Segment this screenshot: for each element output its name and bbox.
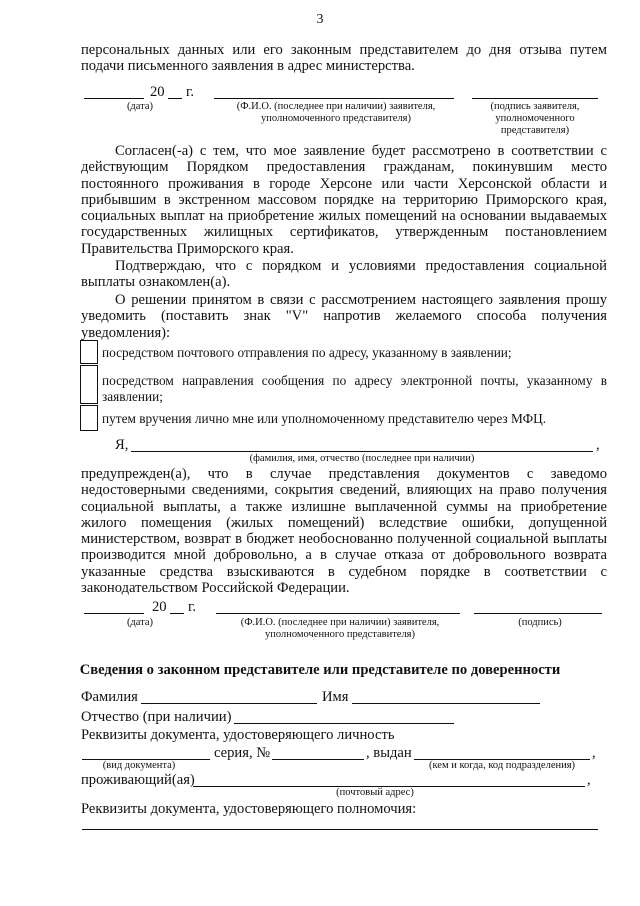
date2-day-line[interactable]: [84, 613, 144, 614]
patronymic-label: Отчество (при наличии): [81, 709, 232, 725]
option-email-checkbox[interactable]: [80, 365, 98, 404]
intro-paragraph: персональных данных или его законным представителем до дня отзыва путем подачи письменного заявления в адрес министерства.: [81, 42, 607, 75]
ya-label: Я,: [115, 437, 129, 453]
authority-doc-label: Реквизиты документа, удостоверяющего полномочия:: [81, 801, 417, 817]
ya-caption: (фамилия, имя, отчество (последнее при наличии): [249, 453, 475, 464]
option-post-label: посредством почтового отправления по адресу, указанному в заявлении;: [102, 345, 512, 360]
signature2-line[interactable]: [474, 613, 602, 614]
date2-year-line[interactable]: [170, 613, 184, 614]
fio2-line[interactable]: [216, 613, 460, 614]
date-day-line[interactable]: [84, 98, 144, 99]
patronymic-line[interactable]: [234, 723, 454, 724]
authority-doc-line[interactable]: [82, 829, 598, 830]
address-caption: (почтовый адрес): [336, 787, 414, 798]
surname-line[interactable]: [141, 703, 317, 704]
fio-line[interactable]: [214, 98, 454, 99]
series-label: серия, №: [214, 745, 271, 761]
residing-comma: ,: [587, 772, 591, 788]
date2-year-suffix: г.: [188, 599, 196, 615]
name-line[interactable]: [352, 703, 540, 704]
name-label: Имя: [322, 689, 349, 705]
date-caption: (дата): [126, 101, 154, 112]
issued-comma: ,: [592, 745, 596, 761]
fio-caption: (Ф.И.О. (последнее при наличии) заявителя, уполномоченного представителя): [236, 101, 436, 124]
notification-paragraph: О решении принятом в связи с рассмотрением настоящего заявления прошу уведомить (поставить знак "V" напротив желаемого способа получения уведомления):: [81, 292, 607, 341]
page-number: 3: [316, 12, 324, 27]
residing-label: проживающий(ая): [81, 772, 195, 788]
doc-type-caption: (вид документа): [102, 760, 176, 771]
date-year-line[interactable]: [168, 98, 182, 99]
ya-comma: ,: [596, 437, 600, 453]
option-mfc-checkbox[interactable]: [80, 405, 98, 431]
signature-caption: (подпись заявителя, уполномоченного представителя): [490, 101, 580, 136]
agreement-paragraph: Согласен(-а) с тем, что мое заявление будет рассмотрено в соответствии с действующим Порядком предоставления гражданам, покинувшим место постоянного проживания в городе Херсоне или части Херсонской области и прибывшим в экстренном массовом порядке на территорию Приморского края, социальных выплат на приобретение жилых помещений на основании выдаваемых государственных жилищных сертификатов, утвержденным постановлением Правительства Приморского края.: [81, 143, 607, 257]
option-mfc-label: путем вручения лично мне или уполномоченному представителю через МФЦ.: [102, 411, 547, 426]
fio2-caption: (Ф.И.О. (последнее при наличии) заявителя, уполномоченного представителя): [240, 617, 440, 640]
issued-label: , выдан: [366, 745, 412, 761]
id-doc-label: Реквизиты документа, удостоверяющего личность: [81, 727, 395, 743]
date-year-suffix: г.: [186, 84, 194, 100]
option-post-checkbox[interactable]: [80, 340, 98, 364]
surname-label: Фамилия: [81, 689, 138, 705]
signature2-caption: (подпись): [518, 617, 562, 628]
date2-caption: (дата): [126, 617, 154, 628]
warning-paragraph: предупрежден(а), что в случае представления документов с заведомо недостоверными сведениями, сокрытия сведений, влияющих на право получения социальной выплаты, а также излишне выплаченной суммы на приобретение жилого помещения (жилых помещений) вследствие ошибки, допущенной министерством, возврат в бюджет необоснованно полученной социальной выплаты производится мной добровольно, а в случае отказа от добровольного возврата указанные средства взыскиваются в судебном порядке в соответствии с законодательством Российской Федерации.: [81, 466, 607, 597]
date2-year-prefix: 20: [152, 599, 167, 615]
signature-line[interactable]: [472, 98, 598, 99]
option-email-label: посредством направления сообщения по адресу электронной почты, указанному в заявлении;: [102, 373, 607, 404]
issuer-caption: (кем и когда, код подразделения): [428, 760, 576, 771]
date-year-prefix: 20: [150, 84, 165, 100]
representative-heading: Сведения о законном представителе или представителе по доверенности: [79, 662, 561, 678]
confirmation-paragraph: Подтверждаю, что с порядком и условиями предоставления социальной выплаты ознакомлен(а).: [81, 258, 607, 291]
ya-fio-line[interactable]: [131, 451, 593, 452]
series-number-line[interactable]: [272, 759, 364, 760]
